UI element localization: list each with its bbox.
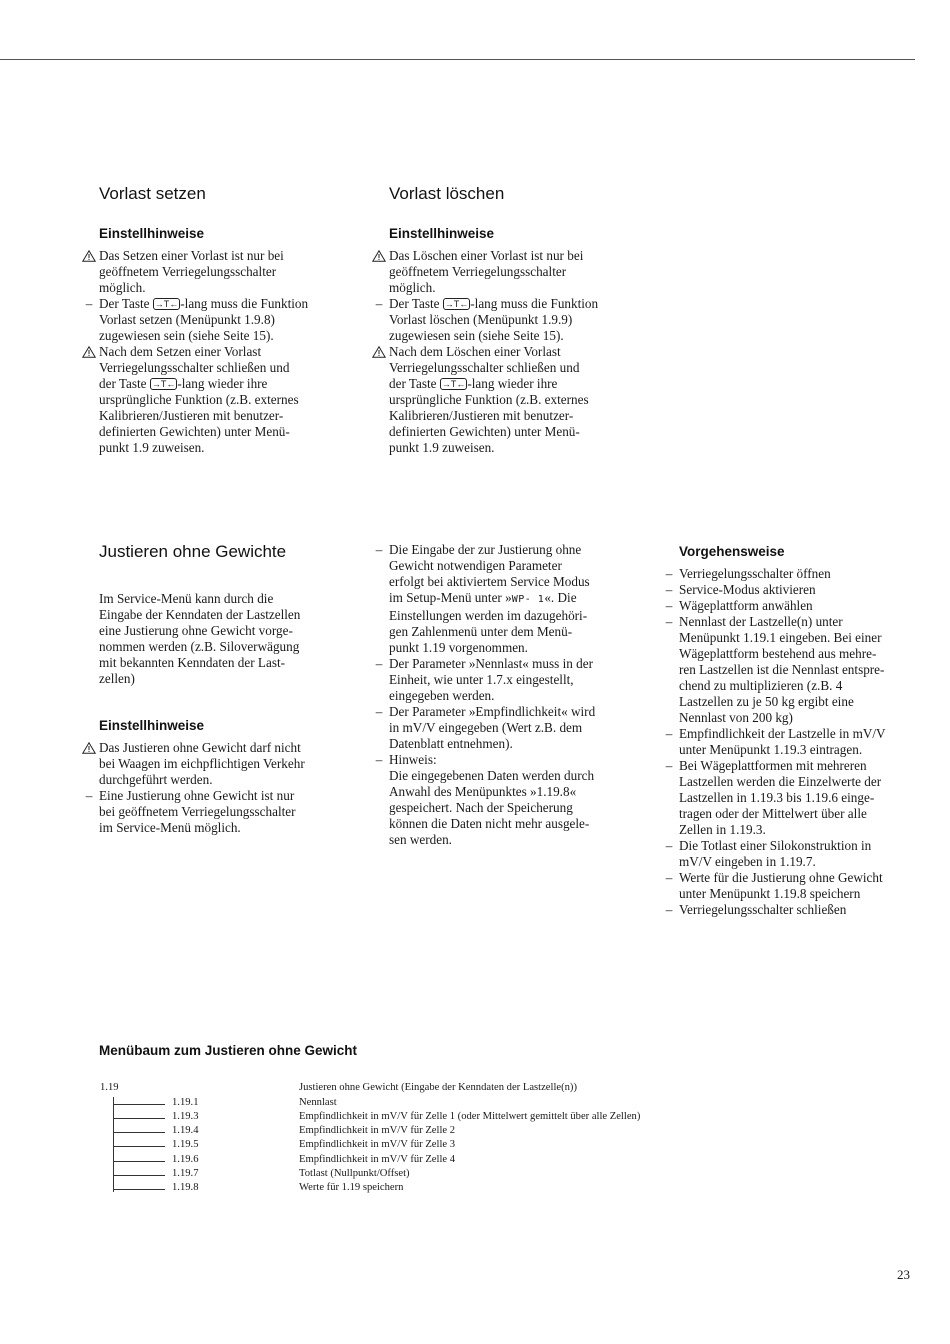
list-item xyxy=(375,542,649,656)
text-fragment: Der Taste xyxy=(99,296,153,311)
list-item xyxy=(665,870,919,902)
text-fragment: der Taste xyxy=(99,376,150,391)
text-line: eine Justierung ohne Gewicht vorge- xyxy=(99,623,293,638)
text-line: bei Waagen im eichpflichtigen Verkehr xyxy=(99,756,305,771)
vorlast-loeschen-list xyxy=(375,248,649,456)
menu-row-number: 1.19.5 xyxy=(172,1139,199,1150)
text-line: Der Parameter »Empfindlichkeit« wird xyxy=(389,704,596,719)
text-line: durchgeführt werden. xyxy=(99,772,213,787)
menu-row xyxy=(113,1182,713,1196)
menu-row xyxy=(113,1111,713,1125)
text-line: Das Setzen einer Vorlast ist nur bei xyxy=(99,248,284,263)
justieren-intro xyxy=(99,591,359,687)
dash-bullet: – xyxy=(665,902,673,917)
menu-root-description: Justieren ohne Gewicht (Eingabe der Kenndaten der Lastzelle(n)) xyxy=(299,1082,577,1093)
dash-bullet: – xyxy=(375,704,383,719)
text-fragment: «. Die xyxy=(544,590,577,605)
warning-icon xyxy=(82,740,96,754)
text-line: unter Menüpunkt 1.19.3 eintragen. xyxy=(679,742,863,757)
dash-bullet: – xyxy=(375,296,383,311)
text-line: Nach dem Setzen einer Vorlast xyxy=(99,344,262,359)
warning-icon xyxy=(372,344,386,358)
text-fragment: -lang wieder ihre xyxy=(177,376,268,391)
dash-bullet: – xyxy=(665,758,673,773)
warning-icon xyxy=(372,248,386,262)
text-line xyxy=(389,376,649,392)
text-line: Im Service-Menü kann durch die xyxy=(99,591,274,606)
list-item xyxy=(665,758,919,838)
text-line: Einheit, wie unter 1.7.x eingestellt, xyxy=(389,672,574,687)
menu-tree-title: Menübaum zum Justieren ohne Gewicht xyxy=(99,1043,358,1058)
menu-row-number: 1.19.6 xyxy=(172,1154,199,1165)
text-line: Gewicht notwendigen Parameter xyxy=(389,558,562,573)
text-line: nommen werden (z.B. Siloverwägung xyxy=(99,639,300,654)
list-item xyxy=(99,248,359,296)
menu-row-number: 1.19.8 xyxy=(172,1182,199,1193)
dash-bullet: – xyxy=(665,838,673,853)
dash-bullet: – xyxy=(375,656,383,671)
text-line xyxy=(389,590,649,608)
menu-row-number: 1.19.7 xyxy=(172,1168,199,1179)
text-line: Verriegelungsschalter schließen xyxy=(679,902,847,917)
menu-row-number: 1.19.1 xyxy=(172,1097,199,1108)
list-item xyxy=(665,566,919,582)
text-line: mV/V eingeben in 1.19.7. xyxy=(679,854,816,869)
text-line: Datenblatt entnehmen). xyxy=(389,736,513,751)
dash-bullet: – xyxy=(375,752,383,767)
list-item xyxy=(375,296,649,344)
text-line: Menüpunkt 1.19.1 eingeben. Bei einer xyxy=(679,630,882,645)
text-line: ren Lastzellen ist die Nennlast entspre- xyxy=(679,662,885,677)
menu-row-description: Empfindlichkeit in mV/V für Zelle 1 (oder Mittelwert gemittelt über alle Zellen) xyxy=(299,1111,641,1122)
list-item xyxy=(665,726,919,758)
menu-row-description: Totlast (Nullpunkt/Offset) xyxy=(299,1168,410,1179)
text-line: Einstellungen werden im dazugehöri- xyxy=(389,608,588,623)
subtitle-einstellhinweise: Einstellhinweise xyxy=(389,226,495,241)
text-line: chend zu multiplizieren (z.B. 4 xyxy=(679,678,843,693)
menu-row xyxy=(113,1168,713,1182)
text-line: definierten Gewichten) unter Menü- xyxy=(99,424,290,439)
dash-bullet: – xyxy=(665,614,673,629)
text-fragment: im Setup-Menü unter » xyxy=(389,590,512,605)
text-line: Verriegelungsschalter schließen und xyxy=(99,360,290,375)
tare-key-icon: →T← xyxy=(154,299,179,309)
dash-bullet: – xyxy=(85,296,93,311)
list-item xyxy=(85,296,359,344)
text-line: Das Löschen einer Vorlast ist nur bei xyxy=(389,248,584,263)
warning-icon xyxy=(82,248,96,262)
text-fragment: -lang wieder ihre xyxy=(467,376,558,391)
text-line: Empfindlichkeit der Lastzelle in mV/V xyxy=(679,726,886,741)
menu-row xyxy=(113,1097,713,1111)
text-line: Wägeplattform bestehend aus mehre- xyxy=(679,646,877,661)
text-line: im Service-Menü möglich. xyxy=(99,820,241,835)
text-line: Nennlast der Lastzelle(n) unter xyxy=(679,614,843,629)
text-line xyxy=(99,376,359,392)
tree-branch-line xyxy=(113,1132,165,1133)
menu-row-description: Werte für 1.19 speichern xyxy=(299,1182,404,1193)
text-fragment: -lang muss die Funktion xyxy=(470,296,599,311)
page-number: 23 xyxy=(897,1267,910,1282)
text-line: Werte für die Justierung ohne Gewicht xyxy=(679,870,883,885)
middle-list xyxy=(375,542,649,848)
text-line: geöffnetem Verriegelungsschalter xyxy=(99,264,277,279)
text-fragment: Der Taste xyxy=(389,296,443,311)
text-line: Die eingegebenen Daten werden durch xyxy=(389,768,595,783)
text-line: Lastzellen in 1.19.3 bis 1.19.6 einge- xyxy=(679,790,875,805)
text-line: geöffnetem Verriegelungsschalter xyxy=(389,264,567,279)
segment-display-code: WP- 1 xyxy=(511,594,545,605)
text-line: Eingabe der Kenndaten der Lastzellen xyxy=(99,607,301,622)
text-line: Eine Justierung ohne Gewicht ist nur xyxy=(99,788,295,803)
text-line: Kalibrieren/Justieren mit benutzer- xyxy=(99,408,284,423)
list-item xyxy=(389,344,649,456)
text-line: Verriegelungsschalter öffnen xyxy=(679,566,831,581)
text-line: Die Totlast einer Silokonstruktion in xyxy=(679,838,872,853)
text-line: Hinweis: xyxy=(389,752,437,767)
text-line: Kalibrieren/Justieren mit benutzer- xyxy=(389,408,574,423)
subtitle-vorgehensweise: Vorgehensweise xyxy=(679,544,785,559)
tree-branch-line xyxy=(113,1146,165,1147)
text-line: Vorlast setzen (Menüpunkt 1.9.8) xyxy=(99,312,275,327)
text-line: zugewiesen sein (siehe Seite 15). xyxy=(99,328,274,343)
text-line: Wägeplattform anwählen xyxy=(679,598,813,613)
top-rule xyxy=(0,59,915,60)
menu-row xyxy=(113,1154,713,1168)
text-line xyxy=(389,296,649,312)
tare-key-icon: →T← xyxy=(151,379,176,389)
text-line: Nennlast von 200 kg) xyxy=(679,710,793,725)
text-line: unter Menüpunkt 1.19.8 speichern xyxy=(679,886,861,901)
tree-branch-line xyxy=(113,1161,165,1162)
text-line: punkt 1.9 zuweisen. xyxy=(99,440,205,455)
dash-bullet: – xyxy=(665,870,673,885)
text-line: Anwahl des Menüpunktes »1.19.8« xyxy=(389,784,577,799)
text-line: Verriegelungsschalter schließen und xyxy=(389,360,580,375)
section-title-vorlast-loeschen: Vorlast löschen xyxy=(389,184,505,203)
text-line: können die Daten nicht mehr ausgele- xyxy=(389,816,590,831)
text-line: tragen oder der Mittelwert über alle xyxy=(679,806,867,821)
warning-icon xyxy=(82,344,96,358)
dash-bullet: – xyxy=(375,542,383,557)
list-item xyxy=(375,704,649,752)
text-line: Der Parameter »Nennlast« muss in der xyxy=(389,656,593,671)
tree-branch-line xyxy=(113,1175,165,1176)
text-line: bei geöffnetem Verriegelungsschalter xyxy=(99,804,296,819)
text-line: Die Eingabe der zur Justierung ohne xyxy=(389,542,582,557)
vorgehensweise-list xyxy=(665,566,919,918)
text-line: zellen) xyxy=(99,671,135,686)
list-item xyxy=(389,248,649,296)
menu-row-description: Empfindlichkeit in mV/V für Zelle 2 xyxy=(299,1125,456,1136)
text-line: möglich. xyxy=(99,280,146,295)
menu-row-description: Empfindlichkeit in mV/V für Zelle 3 xyxy=(299,1139,456,1150)
menu-row-description: Empfindlichkeit in mV/V für Zelle 4 xyxy=(299,1154,456,1165)
text-line: Lastzellen zu je 50 kg ergibt eine xyxy=(679,694,854,709)
text-fragment: der Taste xyxy=(389,376,440,391)
dash-bullet: – xyxy=(665,726,673,741)
section-title-vorlast-setzen: Vorlast setzen xyxy=(99,184,206,203)
list-item xyxy=(665,598,919,614)
text-line: zugewiesen sein (siehe Seite 15). xyxy=(389,328,564,343)
text-line: Das Justieren ohne Gewicht darf nicht xyxy=(99,740,301,755)
menu-row-description: Nennlast xyxy=(299,1097,337,1108)
text-line: punkt 1.19 vorgenommen. xyxy=(389,640,528,655)
justieren-list xyxy=(85,740,359,836)
dash-bullet: – xyxy=(665,566,673,581)
text-line: definierten Gewichten) unter Menü- xyxy=(389,424,580,439)
dash-bullet: – xyxy=(665,598,673,613)
text-line: Lastzellen werden die Einzelwerte der xyxy=(679,774,882,789)
text-line xyxy=(99,296,359,312)
list-item xyxy=(665,902,919,918)
text-line: gespeichert. Nach der Speicherung xyxy=(389,800,573,815)
tare-key-icon: →T← xyxy=(441,379,466,389)
text-line: in mV/V eingegeben (Wert z.B. dem xyxy=(389,720,583,735)
text-line: ursprüngliche Funktion (z.B. externes xyxy=(99,392,299,407)
text-fragment: -lang muss die Funktion xyxy=(180,296,309,311)
tree-branch-line xyxy=(113,1118,165,1119)
list-item xyxy=(665,582,919,598)
menu-row-number: 1.19.4 xyxy=(172,1125,199,1136)
text-line: ursprüngliche Funktion (z.B. externes xyxy=(389,392,589,407)
vorlast-setzen-list xyxy=(85,248,359,456)
menu-row xyxy=(113,1139,713,1153)
text-line: Zellen in 1.19.3. xyxy=(679,822,766,837)
list-item xyxy=(99,344,359,456)
text-line: Vorlast löschen (Menüpunkt 1.9.9) xyxy=(389,312,573,327)
text-line: Service-Modus aktivieren xyxy=(679,582,816,597)
text-line: punkt 1.9 zuweisen. xyxy=(389,440,495,455)
text-line: gen Zahlenmenü unter dem Menü- xyxy=(389,624,573,639)
list-item xyxy=(665,838,919,870)
text-line: mit bekannten Kenndaten der Last- xyxy=(99,655,286,670)
subtitle-einstellhinweise: Einstellhinweise xyxy=(99,718,205,733)
list-item xyxy=(375,752,649,848)
text-line: eingegeben werden. xyxy=(389,688,495,703)
tree-branch-line xyxy=(113,1189,165,1190)
text-line: Nach dem Löschen einer Vorlast xyxy=(389,344,561,359)
list-item xyxy=(99,740,359,788)
tare-key-icon: →T← xyxy=(444,299,469,309)
menu-root-number: 1.19 xyxy=(100,1082,119,1093)
list-item xyxy=(375,656,649,704)
dash-bullet: – xyxy=(665,582,673,597)
subtitle-einstellhinweise: Einstellhinweise xyxy=(99,226,205,241)
menu-row xyxy=(113,1125,713,1139)
text-line: möglich. xyxy=(389,280,436,295)
section-title-justieren: Justieren ohne Gewichte xyxy=(99,542,287,561)
list-item xyxy=(665,614,919,726)
tree-branch-line xyxy=(113,1104,165,1105)
text-line: Bei Wägeplattformen mit mehreren xyxy=(679,758,867,773)
menu-row-number: 1.19.3 xyxy=(172,1111,199,1122)
list-item xyxy=(85,788,359,836)
dash-bullet: – xyxy=(85,788,93,803)
text-line: erfolgt bei aktiviertem Service Modus xyxy=(389,574,590,589)
text-line: sen werden. xyxy=(389,832,452,847)
